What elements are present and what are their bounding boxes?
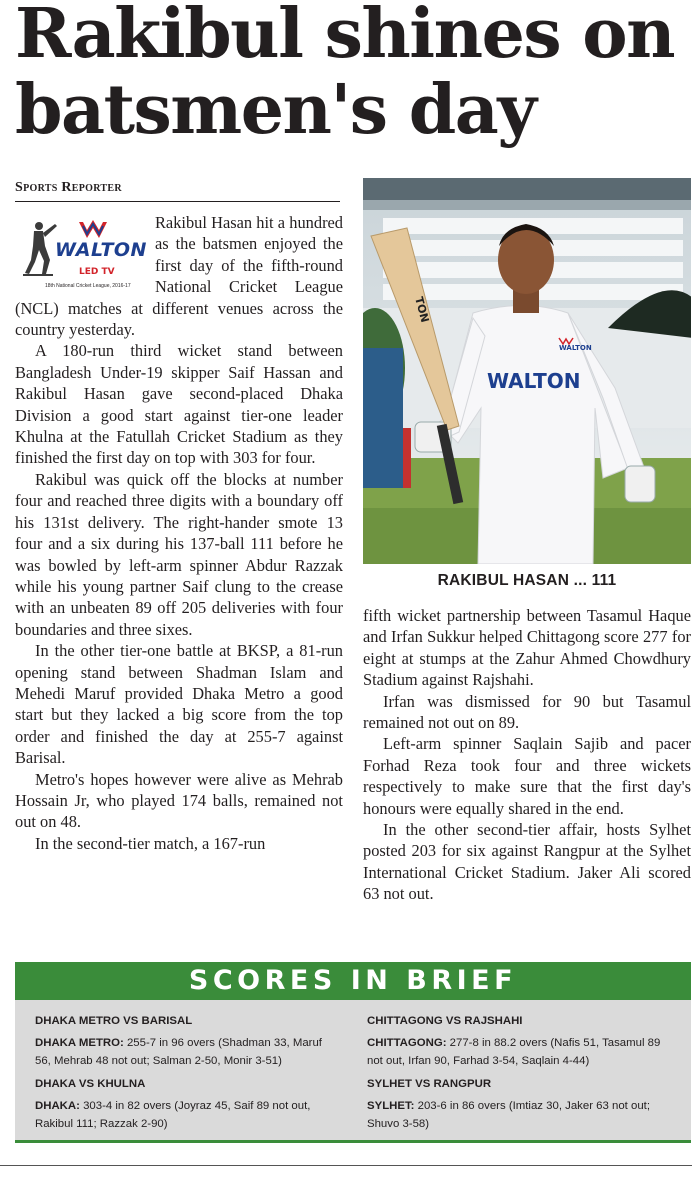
match-title: SYLHET VS RANGPUR xyxy=(367,1078,492,1090)
headline: Rakibul shines on batsmen's day xyxy=(15,0,675,150)
score-detail: 303-4 in 82 overs (Joyraz 45, Saif 89 not out, Rakibul 111; Razzak 2-90) xyxy=(35,1100,311,1130)
article-paragraph: Metro's hopes however were alive as Mehrab Hossain Jr, who played 174 balls, remained not out on 48. xyxy=(15,769,343,832)
article-paragraph: In the other second-tier affair, hosts Sylhet posted 203 for six against Rangpur at the Sylhet International Cricket Stadium. Jaker Ali scored 63 not out. xyxy=(363,820,691,904)
article-paragraph: In the second-tier match, a 167-run xyxy=(35,833,266,853)
walton-ncl-logo xyxy=(21,216,145,288)
score-line xyxy=(35,1097,330,1133)
photo-illustration xyxy=(363,178,691,564)
score-line xyxy=(367,1097,662,1133)
article-intro: Rakibul Hasan hit a hundred as the batsmen enjoyed the first day of the fifth-round National Cricket League (NCL) matches at different venues across the country yesterday. xyxy=(15,213,343,340)
shirt-sponsor: WALTON xyxy=(487,369,581,393)
scores-column-left xyxy=(35,1012,330,1138)
score-line xyxy=(35,1034,330,1070)
article-column-left xyxy=(15,212,343,854)
player-photo xyxy=(363,178,691,564)
article-paragraph: Irfan was dismissed for 90 but Tasamul remained not out on 89. xyxy=(363,691,691,733)
logo-brand: WALTON xyxy=(55,239,147,261)
score-detail: 203-6 in 86 overs (Imtiaz 30, Jaker 63 not out; Shuvo 3-58) xyxy=(367,1100,651,1130)
page-bottom-divider xyxy=(0,1165,692,1166)
article-paragraph: Left-arm spinner Saqlain Sajib and pacer Forhad Reza took four and three wickets respectively to make sure that the first day's honours were equally shared in the end. xyxy=(363,734,691,818)
article-paragraph: In the other tier-one battle at BKSP, a 81-run opening stand between Shadman Islam and Mehedi Maruf provided Dhaka Metro a good start but they lacked a big score from the top order and finished the day at 255-7 against Barisal. xyxy=(15,641,343,768)
team-name: DHAKA METRO: xyxy=(35,1037,124,1049)
team-name: DHAKA: xyxy=(35,1100,80,1112)
match-title: CHITTAGONG VS RAJSHAHI xyxy=(367,1015,523,1027)
byline: Sports Reporter xyxy=(15,180,122,195)
score-detail: 255-7 in 96 overs (Shadman 33, Maruf 56, Mehrab 48 not out; Salman 2-50, Monir 3-51) xyxy=(35,1037,322,1067)
team-name: CHITTAGONG: xyxy=(367,1037,447,1049)
photo-caption: RAKIBUL HASAN ... 111 xyxy=(437,572,617,589)
score-detail: 277-8 in 88.2 overs (Nafis 51, Tasamul 89 not out, Irfan 90, Farhad 3-54, Saqlain 4-44) xyxy=(367,1037,661,1067)
article-column-right xyxy=(363,605,691,905)
article-paragraph: fifth wicket partnership between Tasamul Haque and Irfan Sukkur helped Chittagong score 277 for eight at stumps at the Zahur Ahmed Chowdhury Stadium against Rajshahi. xyxy=(363,606,691,690)
score-line xyxy=(367,1034,662,1070)
logo-sub: LED TV xyxy=(79,267,115,277)
match-title: DHAKA VS KHULNA xyxy=(35,1078,146,1090)
scores-in-brief-box xyxy=(15,962,691,1143)
team-name: SYLHET: xyxy=(367,1100,415,1112)
logo-tagline: 18th National Cricket League, 2016-17 xyxy=(45,283,131,289)
scores-title: SCORES IN BRIEF xyxy=(15,962,691,1000)
bat-label: TON xyxy=(412,295,432,324)
article-paragraph: Rakibul was quick off the blocks at number four and reached three digits with a boundary off his 131st delivery. The right-hander smote 13 four and a six during his 137-ball 111 before he was bowled by left-arm spinner Abdur Razzak while his young partner Saif clung to the crease with an unbeaten 89 off 205 deliveries with four boundaries and three sixes. xyxy=(15,469,343,639)
article-paragraph: A 180-run third wicket stand between Bangladesh Under-19 skipper Saif Hassan and Rakibul Hasan gave second-placed Dhaka Division a good start against tier-one leader Khulna at the Fatullah Cricket Stadium as they finished the first day on top with 303 for four. xyxy=(15,341,343,468)
shirt-chest-logo: WALTON xyxy=(559,344,592,352)
scores-column-right xyxy=(367,1012,662,1138)
match-title: DHAKA METRO VS BARISAL xyxy=(35,1015,193,1027)
byline-divider xyxy=(15,201,340,202)
